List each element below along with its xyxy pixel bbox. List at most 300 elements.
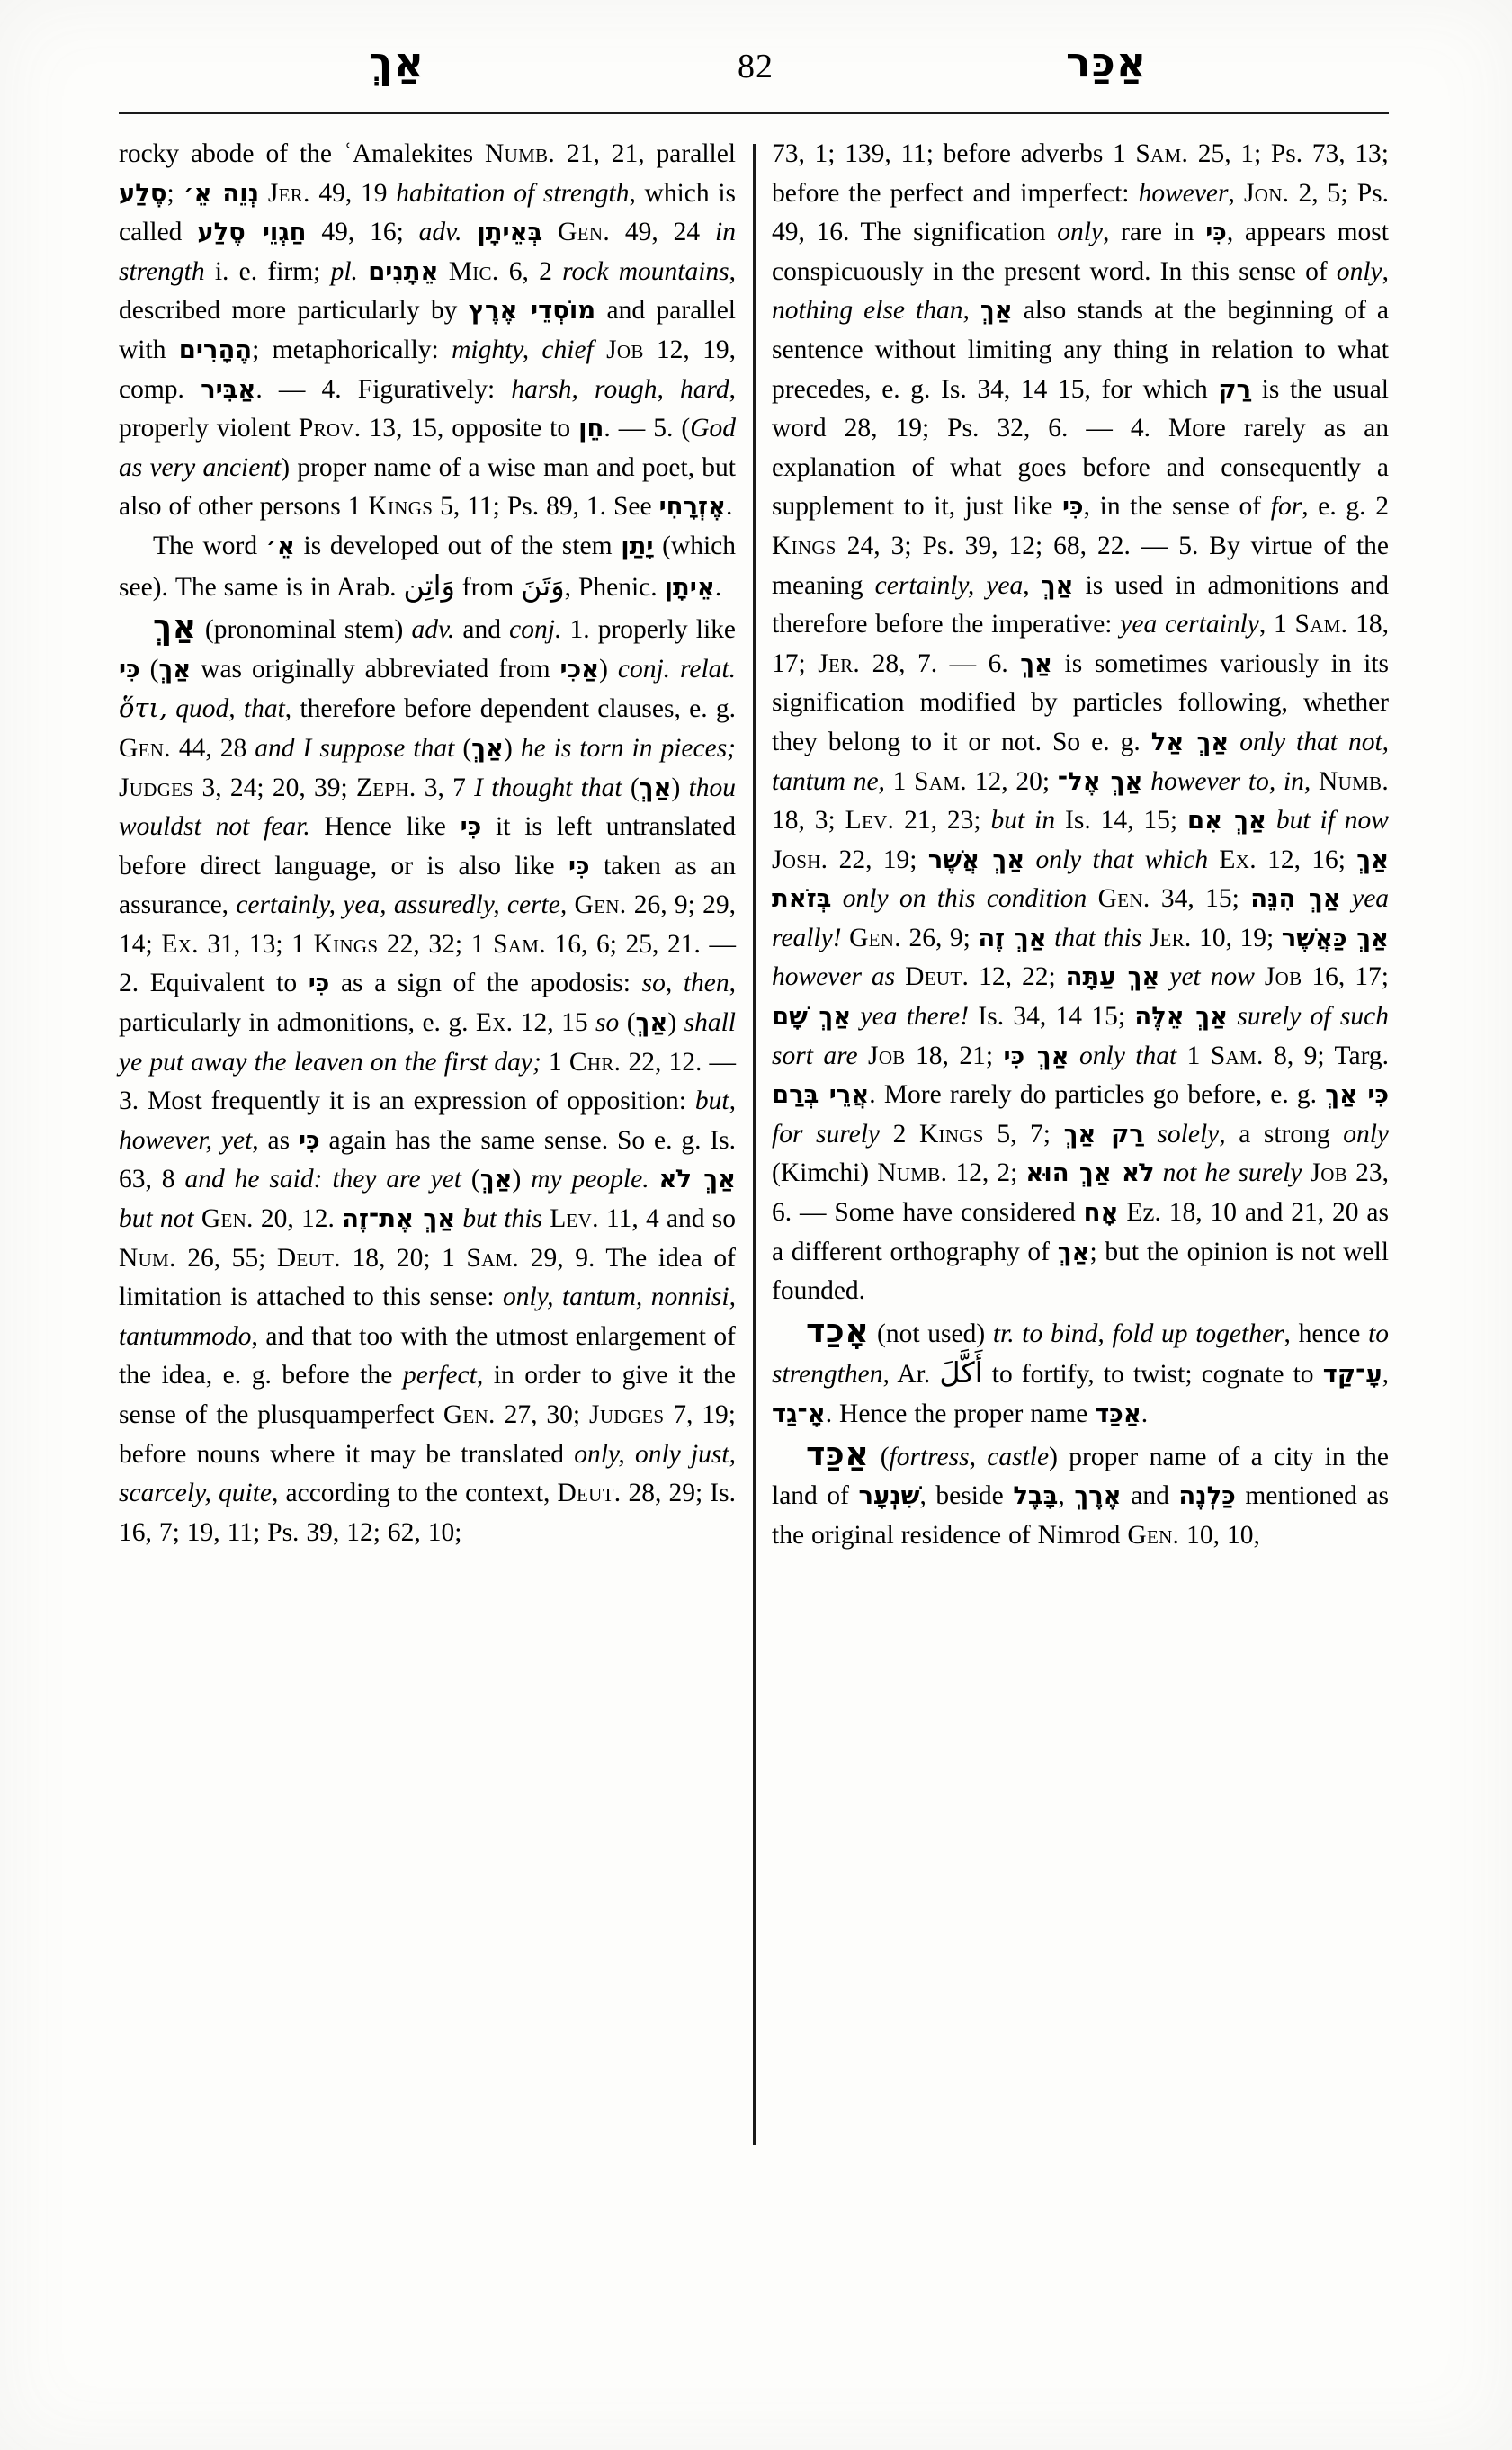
lexicon-paragraph (772, 135, 1389, 1311)
text-run (594, 335, 606, 364)
reference-abbrev: Numb. (1319, 766, 1390, 796)
text-run: ) (599, 654, 618, 684)
italic-run: yet now (1169, 962, 1255, 992)
text-run (358, 257, 368, 286)
text-run: 22, 32; 1 (378, 929, 494, 959)
hebrew-word: כִּי (299, 1126, 320, 1155)
text-run: 11, 4 and so (598, 1204, 736, 1234)
hebrew-word: אַךְ הִנֵּה (1250, 885, 1341, 914)
hebrew-word: בְּאֵיתָן (477, 219, 543, 247)
hebrew-word: אָח (1083, 1199, 1119, 1228)
italic-run: yea certainly (1120, 610, 1259, 639)
reference-abbrev: Gen. (849, 923, 901, 952)
italic-run: that this (1054, 923, 1142, 952)
hebrew-word: אַךְ (471, 734, 504, 763)
text-run: , hence (1284, 1319, 1369, 1348)
text-run: it is left untranslated before direct language, or is also like (119, 812, 736, 881)
italic-run: and I suppose that (255, 733, 455, 763)
column-gutter (736, 135, 772, 2365)
hebrew-word: אַךְ זֶה (978, 924, 1047, 952)
reference-abbrev: Gen. (1097, 884, 1150, 914)
text-run: Hence like (309, 812, 461, 842)
text-run (542, 1204, 550, 1233)
hebrew-word: אַךְ בְּזֹאת (772, 845, 1390, 914)
hebrew-word: מוֹסְדֵי אֶרֶץ (468, 297, 596, 326)
hebrew-word: כִּי (1061, 493, 1084, 522)
text-run: 8, 9; Targ. (1263, 1041, 1390, 1070)
two-column-body (119, 135, 1389, 2365)
hebrew-word: הֶהָרִים (178, 335, 253, 364)
reference-abbrev: Job (1310, 1158, 1348, 1188)
italic-run: yea there! (860, 1002, 970, 1032)
text-run: 23, 6. — Some have considered (772, 1158, 1390, 1228)
text-run: . More rarely do particles go before, e. g. (869, 1080, 1326, 1110)
text-run (194, 1204, 201, 1233)
text-run: 1 (1176, 1041, 1211, 1070)
page-number: 82 (738, 48, 774, 85)
text-run (1024, 845, 1035, 874)
hebrew-word: כַּלְנֶה (1178, 1482, 1236, 1511)
text-run: taken as an assurance, (119, 851, 736, 920)
text-run: . (725, 492, 733, 522)
italic-run: to strengthen (772, 1319, 1390, 1390)
text-run (167, 694, 175, 723)
reference-abbrev: Gen. (558, 218, 611, 247)
text-run: 12, 19, comp. (119, 335, 736, 404)
reference-abbrev: Numb. (485, 139, 556, 168)
text-run: ) (512, 1165, 532, 1194)
reference-abbrev: Gen. (574, 890, 627, 920)
hebrew-word: אַךְ (158, 655, 192, 684)
italic-run: certainly, yea (874, 570, 1024, 600)
text-run: The word (153, 531, 266, 560)
italic-run: harsh, rough, hard (511, 374, 729, 404)
hebrew-word: אֵיתָן (664, 573, 715, 602)
hebrew-word: אַכַּד (1095, 1400, 1141, 1428)
text-run (1142, 767, 1150, 796)
hebrew-word: אַךְ שָׁם (772, 1003, 852, 1032)
text-run: (pronominal stem) (196, 615, 412, 645)
italic-run: surely of such sort are (772, 1002, 1389, 1070)
hebrew-word: אֶזְרָחִי (658, 493, 726, 522)
italic-run: conj. (509, 615, 562, 645)
italic-run: fortress, castle (889, 1442, 1050, 1471)
reference-abbrev: Sam. (914, 766, 967, 796)
text-run (1255, 962, 1265, 991)
italic-run: God as very ancient (119, 414, 736, 482)
text-run: 10, 19; (1191, 923, 1282, 952)
header-rule (119, 112, 1389, 114)
text-run: , (1058, 1481, 1075, 1511)
running-head (99, 38, 1412, 110)
hebrew-word: כִּי (119, 655, 140, 684)
entry-headword-hebrew: אַךְ (153, 607, 197, 647)
italic-run: in strength (119, 218, 736, 286)
text-run (858, 1042, 868, 1070)
hebrew-word: אָ־גַד (772, 1400, 826, 1428)
italic-run: he is torn in pieces; (520, 733, 737, 763)
italic-run: only on this condition (842, 884, 1087, 914)
text-run: 34, 15; (1150, 884, 1251, 914)
text-run: 26, 55; (175, 1243, 277, 1273)
italic-run: shall ye put away the leaven on the first day; (119, 1008, 736, 1077)
text-run (649, 1165, 659, 1194)
text-run: , in the sense of (1083, 492, 1271, 522)
reference-abbrev: Kings (313, 929, 379, 959)
arabic-word: وَاتِن (403, 568, 455, 603)
text-run: is developed out of the stem (294, 531, 622, 560)
text-run: . Hence the proper name (825, 1399, 1096, 1428)
italic-run: only (1057, 218, 1104, 247)
italic-run: so, then (641, 969, 729, 998)
hebrew-word: אַכִי (559, 655, 600, 684)
text-run: 44, 28 (170, 733, 255, 763)
text-run: , Ar. (882, 1360, 940, 1390)
text-run: 73, 1; 139, 11; before adverbs 1 (772, 139, 1136, 168)
text-run: ( (139, 654, 159, 684)
text-run: ; but the opinion is not well founded. (772, 1237, 1389, 1306)
lexicon-paragraph (772, 1311, 1389, 1435)
text-run: ; (166, 178, 183, 208)
text-run: 5, 7; (983, 1119, 1064, 1149)
text-run: , in order to give it the sense of the plusquamperfect (119, 1361, 736, 1429)
greek-word: ὅτι, (119, 693, 167, 724)
reference-abbrev: Sam. (1135, 139, 1189, 168)
text-run: 24, 3; Ps. 39, 12; 68, 22. — 5. By virtue of the meaning (772, 531, 1389, 600)
reference-abbrev: Deut. (905, 962, 970, 992)
text-run: , particularly in admonitions, e. g. (119, 969, 736, 1038)
italic-run: only (1343, 1119, 1389, 1149)
running-head-left-hebrew: אַךְ (369, 38, 425, 86)
lexicon-paragraph (119, 135, 736, 527)
text-run: ) (503, 733, 521, 763)
text-run: 25, 1; Ps. 73, 13; before the perfect and imperfect: (772, 139, 1389, 208)
italic-run: adv. (418, 218, 462, 247)
reference-abbrev: Job (868, 1041, 906, 1070)
text-run: 18, 21; (905, 1041, 1004, 1070)
text-run: 49, 19 (309, 178, 397, 208)
italic-run: but if now (1275, 806, 1389, 836)
text-run (1341, 884, 1352, 913)
italic-run: but, however, yet (119, 1086, 736, 1155)
reference-abbrev: Sam. (466, 1243, 520, 1273)
text-run: Is. 14, 15; (1055, 806, 1188, 836)
italic-run: however (1138, 178, 1229, 208)
italic-run: but in (990, 806, 1056, 836)
text-run: ) proper name of a city in the land of (772, 1442, 1389, 1511)
italic-run: for (1270, 492, 1302, 522)
italic-run: only that not, tantum ne, (772, 727, 1390, 796)
hebrew-word: נְוֵה אֵ׳ (183, 179, 260, 208)
text-run: , appears most conspicuously in the present word. In this sense of (772, 218, 1389, 286)
hebrew-word: סֶלַע (119, 179, 167, 208)
italic-run: tr. to bind, fold up together (992, 1319, 1284, 1348)
reference-abbrev: Jon. (1243, 178, 1290, 208)
hebrew-word: אֲרֵי בְּרַם (772, 1081, 870, 1110)
reference-abbrev: Jer. (818, 648, 861, 678)
text-run (851, 1002, 860, 1031)
italic-run: only, tantum, nonnisi, tantummodo (119, 1283, 736, 1351)
text-run: to fortify, to twist; cognate to (982, 1360, 1323, 1390)
text-run (1155, 1158, 1163, 1187)
text-run: and parallel with (119, 296, 736, 364)
text-run: 12, 15 (513, 1008, 596, 1038)
italic-run: only that which (1035, 845, 1209, 874)
hebrew-word: אֵתָנִים (368, 257, 439, 286)
column-divider-rule (753, 144, 756, 2145)
reference-abbrev: Prov. (298, 414, 362, 443)
text-run (1228, 1002, 1237, 1031)
text-run (1311, 767, 1319, 796)
italic-run: yea really! (772, 884, 1390, 952)
hebrew-word: כִּי אַךְ (1325, 1081, 1390, 1110)
hebrew-word: רַק אַךְ (1063, 1120, 1144, 1149)
text-run: ) (667, 1008, 684, 1038)
text-run: 1. properly like (561, 615, 737, 645)
right-column (772, 135, 1389, 2365)
hebrew-word: אַךְ עַתָּה (1065, 963, 1160, 992)
reference-abbrev: Chr. (568, 1047, 622, 1077)
text-run: again has the same sense. So e. g. Is. 63, 8 (119, 1125, 736, 1194)
text-run: mentioned as the original residence of Nimrod (772, 1481, 1390, 1550)
text-run (461, 218, 477, 246)
text-run: , properly violent (119, 374, 736, 443)
text-run: is used in admonitions and therefore before the imperative: (772, 570, 1390, 639)
hebrew-word: כִּי (460, 813, 482, 842)
arabic-word: وَتَنَ (521, 568, 565, 603)
hebrew-word: אַךְ אֶת־זֶה (342, 1205, 456, 1234)
text-run: (which see). The same is in Arab. (119, 531, 736, 602)
text-run: 7, 19; before nouns where it may be translated (119, 1400, 736, 1469)
reference-abbrev: Num. (119, 1243, 176, 1273)
italic-run: however as (772, 962, 896, 992)
italic-run: and he said: they are yet (184, 1165, 461, 1194)
text-run: 10, 10, (1179, 1520, 1260, 1550)
reference-abbrev: Job (1264, 962, 1302, 992)
reference-abbrev: Kings (368, 492, 434, 522)
text-run: 6, 2 (498, 256, 563, 286)
text-run: ( (454, 733, 472, 763)
italic-run: habitation of strength (396, 178, 630, 208)
text-run (895, 962, 905, 991)
reference-abbrev: Deut. (276, 1243, 341, 1273)
text-run (1229, 728, 1239, 756)
reference-abbrev: Gen. (201, 1204, 254, 1234)
text-run: 21, 21, parallel (555, 139, 737, 168)
running-head-right-hebrew: אַכַּר (1066, 38, 1148, 86)
text-run (1208, 845, 1219, 874)
hebrew-word: אַךְ (479, 1166, 513, 1194)
text-run: . (714, 572, 722, 602)
reference-abbrev: Judges (589, 1400, 665, 1429)
text-run: ) proper name of a wise man and poet, but also of other persons 1 (119, 452, 736, 522)
text-run: is sometimes variously in its signification modified by particles following, whether they belong to it or not. So e. g. (772, 648, 1389, 756)
reference-abbrev: Deut. (557, 1479, 622, 1508)
text-run: Ez. 18, 10 and 21, 20 as a different orthography of (772, 1198, 1389, 1266)
italic-run: only (1336, 256, 1382, 286)
text-run: 12, 2; (947, 1158, 1026, 1188)
text-run: , Phenic. (564, 572, 665, 602)
text-run: 49, 16; (306, 218, 419, 247)
lexicon-paragraph (119, 527, 736, 607)
hebrew-word: אַךְ אֶל־ (1057, 767, 1143, 796)
hebrew-word: רַק (1218, 375, 1252, 404)
hebrew-word: אַךְ (980, 297, 1013, 326)
reference-abbrev: Sam. (1210, 1041, 1264, 1070)
text-run: 29, 9. The idea of limitation is attached to this sense: (119, 1243, 737, 1312)
hebrew-word: אַךְ (635, 1009, 668, 1038)
text-run: 22, 12. — 3. Most frequently it is an expression of opposition: (119, 1047, 736, 1116)
text-run: 26, 9; (900, 923, 979, 952)
text-run: 18, 3; (772, 806, 845, 836)
text-run: ( (869, 1442, 890, 1471)
text-run: 27, 30; (495, 1400, 590, 1429)
text-run (1266, 806, 1276, 835)
text-run: 12, 20; (966, 766, 1058, 796)
reference-abbrev: Gen. (119, 733, 171, 763)
hebrew-word: בָּבֶל (1013, 1482, 1059, 1511)
text-run: 3, 7 (416, 773, 475, 802)
text-run: 2 (880, 1119, 919, 1149)
italic-run: my people. (531, 1165, 649, 1194)
text-run: 16, 6; 25, 21. — 2. Equivalent to (119, 929, 736, 998)
text-run: 18, 17; (772, 610, 1389, 678)
arabic-word: أَكَّلَ (939, 1355, 983, 1390)
italic-run: certainly, yea, assuredly, certe, (236, 890, 568, 920)
reference-abbrev: Ex. (1219, 845, 1257, 874)
text-run: ) (671, 773, 689, 802)
italic-run: so (595, 1008, 620, 1038)
hebrew-word: חַגְוֵי סֶלַע (197, 219, 307, 247)
reference-abbrev: Numb. (877, 1158, 948, 1188)
text-run: 13, 15, opposite to (361, 414, 579, 443)
reference-abbrev: Gen. (443, 1400, 496, 1429)
text-run (1144, 1120, 1158, 1149)
text-run (842, 924, 850, 952)
text-run: , 1 (1258, 610, 1295, 639)
text-run: rocky abode of the ʿAmalekites (119, 139, 486, 168)
hebrew-word: כִּי (1205, 219, 1227, 247)
italic-run: quod, that (175, 694, 285, 724)
reference-abbrev: Gen. (1127, 1520, 1180, 1550)
text-run: 12, 16; (1256, 845, 1357, 874)
reference-abbrev: Mic. (448, 256, 499, 286)
reference-abbrev: Lev. (550, 1204, 599, 1234)
text-run: (not used) (869, 1319, 993, 1348)
hebrew-word: אַךְ אַל (1150, 728, 1230, 756)
reference-abbrev: Lev. (845, 806, 895, 836)
italic-run: mighty, chief (452, 335, 594, 364)
reference-abbrev: Ex. (475, 1008, 514, 1038)
text-run (259, 179, 268, 208)
text-run: also stands at the beginning of a sentence without limiting any thing in relation to what precedes, e. g. Is. 34, 14 15, for which (772, 296, 1390, 404)
hebrew-word: אַבִּיר (201, 375, 256, 404)
italic-run: adv. (411, 615, 455, 645)
entry-headword-hebrew: אָכַד (806, 1310, 870, 1350)
reference-abbrev: Judges (119, 773, 194, 802)
reference-abbrev: Job (606, 335, 644, 364)
reference-abbrev: Zeph. (355, 773, 416, 802)
hebrew-word: אֶרֶךְ (1074, 1482, 1122, 1511)
italic-run: rock mountains (562, 256, 729, 286)
entry-headword-hebrew: אַכַּד (806, 1434, 870, 1473)
text-run: , a strong (1219, 1119, 1344, 1149)
text-run: 21, 23; (894, 806, 991, 836)
text-run: was originally abbreviated from (191, 654, 560, 684)
text-run: 28, 7. — 6. (860, 648, 1021, 678)
hebrew-word: כִּי (308, 970, 330, 998)
text-run: 1 (884, 766, 915, 796)
text-run (1159, 962, 1169, 991)
text-run: , (1228, 178, 1244, 208)
text-run: , rare in (1103, 218, 1206, 247)
text-run: is the usual word 28, 19; Ps. 32, 6. — 4. More rarely as an explanation of what goes before and consequently a supplement to it, just like (772, 374, 1389, 522)
text-run: i. e. firm; (204, 256, 331, 286)
text-run: and (454, 615, 510, 645)
text-run: (Kimchi) (772, 1158, 878, 1188)
hebrew-word: שִׁנְעָר (858, 1482, 920, 1511)
text-run: 12, 22; (969, 962, 1066, 992)
hebrew-word: אַךְ לֹא (658, 1166, 737, 1194)
hebrew-word: לֹא אַךְ הוּא (1025, 1159, 1155, 1188)
text-run (438, 257, 448, 286)
italic-run: solely (1157, 1119, 1220, 1149)
hebrew-word: אַךְ (1041, 571, 1074, 600)
text-run: , (1382, 256, 1389, 286)
hebrew-word: אַךְ (639, 773, 672, 802)
left-column (119, 135, 736, 2365)
text-run: . — 4. Figuratively: (255, 374, 512, 404)
reference-abbrev: Ex. (161, 929, 199, 959)
text-run: 22, 19; (828, 845, 928, 874)
text-run: 31, 13; 1 (198, 929, 314, 959)
text-run: from (454, 572, 522, 602)
text-run: , e. g. 2 (1302, 492, 1389, 522)
text-run: as a sign of the apodosis: (329, 969, 642, 998)
text-run: 20, 12. (253, 1204, 343, 1234)
text-run: , and that too with the utmost enlargement of the idea, e. g. before the (119, 1321, 736, 1390)
text-run: ( (622, 773, 640, 802)
text-run: , according to the context, (272, 1479, 558, 1508)
hebrew-word: אַךְ אִם (1187, 807, 1266, 836)
reference-abbrev: Josh. (772, 845, 828, 874)
text-run: , (962, 296, 980, 326)
italic-run: I thought that (474, 773, 622, 802)
text-run (1087, 884, 1097, 913)
text-run: . (1141, 1399, 1149, 1428)
reference-abbrev: Sam. (1294, 610, 1348, 639)
hebrew-word: אַךְ (1057, 1238, 1090, 1266)
italic-run: perfect (402, 1361, 477, 1390)
reference-abbrev: Jer. (1149, 923, 1192, 952)
text-run (1047, 924, 1055, 952)
italic-run: nothing else than (772, 296, 963, 326)
lexicon-paragraph (119, 607, 736, 1552)
lexicon-paragraph (772, 1435, 1389, 1556)
text-run: , therefore before dependent clauses, e. g. (284, 694, 737, 724)
hebrew-word: אַךְ (1020, 649, 1053, 678)
hebrew-word: אַךְ כַּאֲשֶׁר (1281, 924, 1390, 952)
text-run: 1 (541, 1047, 569, 1077)
hebrew-word: אַךְ אֵלֶּה (1134, 1003, 1229, 1032)
text-run: , described more particularly by (119, 256, 737, 326)
text-run: , as (252, 1125, 299, 1155)
reference-abbrev: Jer. (267, 178, 310, 208)
italic-run: for surely (772, 1119, 881, 1149)
hebrew-word: עָ־קַד (1322, 1361, 1382, 1390)
hebrew-word: אַךְ כִּי (1003, 1042, 1069, 1070)
text-run: 26, 9; 29, 14; (119, 890, 736, 959)
